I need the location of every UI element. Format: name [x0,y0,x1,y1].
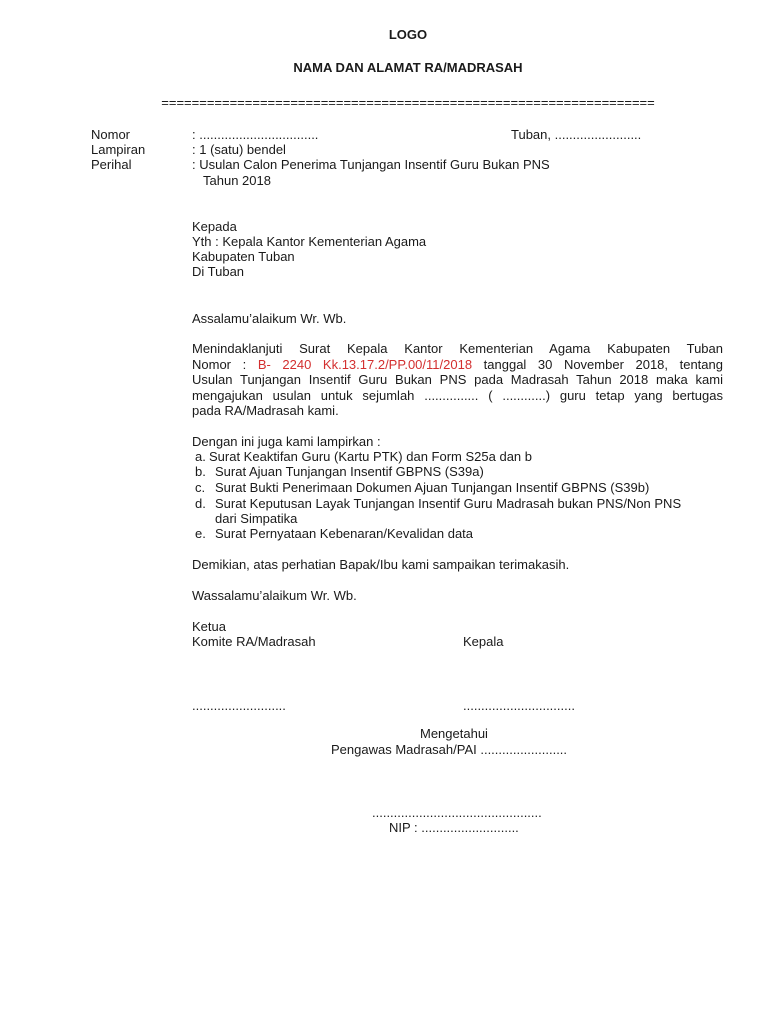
institution-name: NAMA DAN ALAMAT RA/MADRASAH [293,60,523,75]
list-text: Surat Pernyataan Kebenaran/Kevalidan data [215,526,474,541]
place-date: Tuban, ........................ [511,127,642,142]
date-suffix: tanggal 30 November 2018, tentang [483,357,723,372]
pengawas: Pengawas Madrasah/PAI ........................ [331,742,568,757]
list-item [195,526,473,541]
perihal-label: Perihal [91,157,132,172]
list-item [195,464,484,479]
list-item [195,480,649,495]
ketua-committee: Komite RA/Madrasah [192,634,316,649]
kepala-title: Kepala [463,634,504,649]
list-marker: c. [195,480,206,495]
perihal-line2: Tahun 2018 [203,173,271,188]
ketua-title: Ketua [192,619,226,634]
greeting: Assalamu’alaikum Wr. Wb. [192,311,347,326]
list-marker: e. [195,526,206,541]
list-marker: b. [195,464,206,479]
paragraph-line-1: Menindaklanjuti Surat Kepala Kantor Kementerian Agama Kabupaten Tuban [192,341,723,356]
nomor-value: : ................................. [192,127,319,142]
reference-number: B- 2240 Kk.13.17.2/PP.00/11/2018 [257,357,473,372]
list-marker: d. [195,496,206,511]
list-text: Surat Keputusan Layak Tunjangan Insentif Guru Madrasah bukan PNS/Non PNS [215,496,682,511]
list-marker: a. [195,449,206,464]
lampiran-value: : 1 (satu) bendel [192,142,286,157]
farewell: Wassalamu’alaikum Wr. Wb. [192,588,357,603]
lampiran-label: Lampiran [91,142,146,157]
list-item [195,496,681,511]
list-item-continuation: dari Simpatika [215,511,298,526]
mengetahui: Mengetahui [420,726,488,741]
kepala-signature-line: ............................... [463,698,575,713]
paragraph-line-3: Usulan Tunjangan Insentif Guru Bukan PNS pada Madrasah Tahun 2018 maka kami [192,372,723,387]
recipient-yth: Yth : Kepala Kantor Kementerian Agama [192,234,427,249]
logo-placeholder: LOGO [388,27,428,42]
recipient-kabupaten: Kabupaten Tuban [192,249,295,264]
list-text: Surat Ajuan Tunjangan Insentif GBPNS (S39a) [215,464,484,479]
paragraph-line-5: pada RA/Madrasah kami. [192,403,339,418]
list-item [195,449,532,464]
list-text: Surat Bukti Penerimaan Dokumen Ajuan Tunjangan Insentif GBPNS (S39b) [215,480,650,495]
perihal-line1: : Usulan Calon Penerima Tunjangan Insentif Guru Bukan PNS [192,157,550,172]
nomor-label: Nomor [91,127,131,142]
list-text: Surat Keaktifan Guru (Kartu PTK) dan Form S25a dan b [209,449,532,464]
nomor-prefix: Nomor : [192,357,247,372]
recipient-di: Di Tuban [192,264,245,279]
paragraph-line-2 [192,357,723,373]
recipient-kepada: Kepada [192,219,237,234]
ketua-signature-line: .......................... [192,698,286,713]
attachments-intro: Dengan ini juga kami lampirkan : [192,434,381,449]
closing-sentence: Demikian, atas perhatian Bapak/Ibu kami sampaikan terimakasih. [192,557,570,572]
nip: NIP : ........................... [389,820,519,835]
pengawas-signature-line: ............................................... [372,805,542,820]
paragraph-line-4: mengajukan usulan untuk sejumlah ............... ( ............) guru tetap yang bertugas [192,388,723,403]
header-separator: ================================================================= [161,95,655,110]
